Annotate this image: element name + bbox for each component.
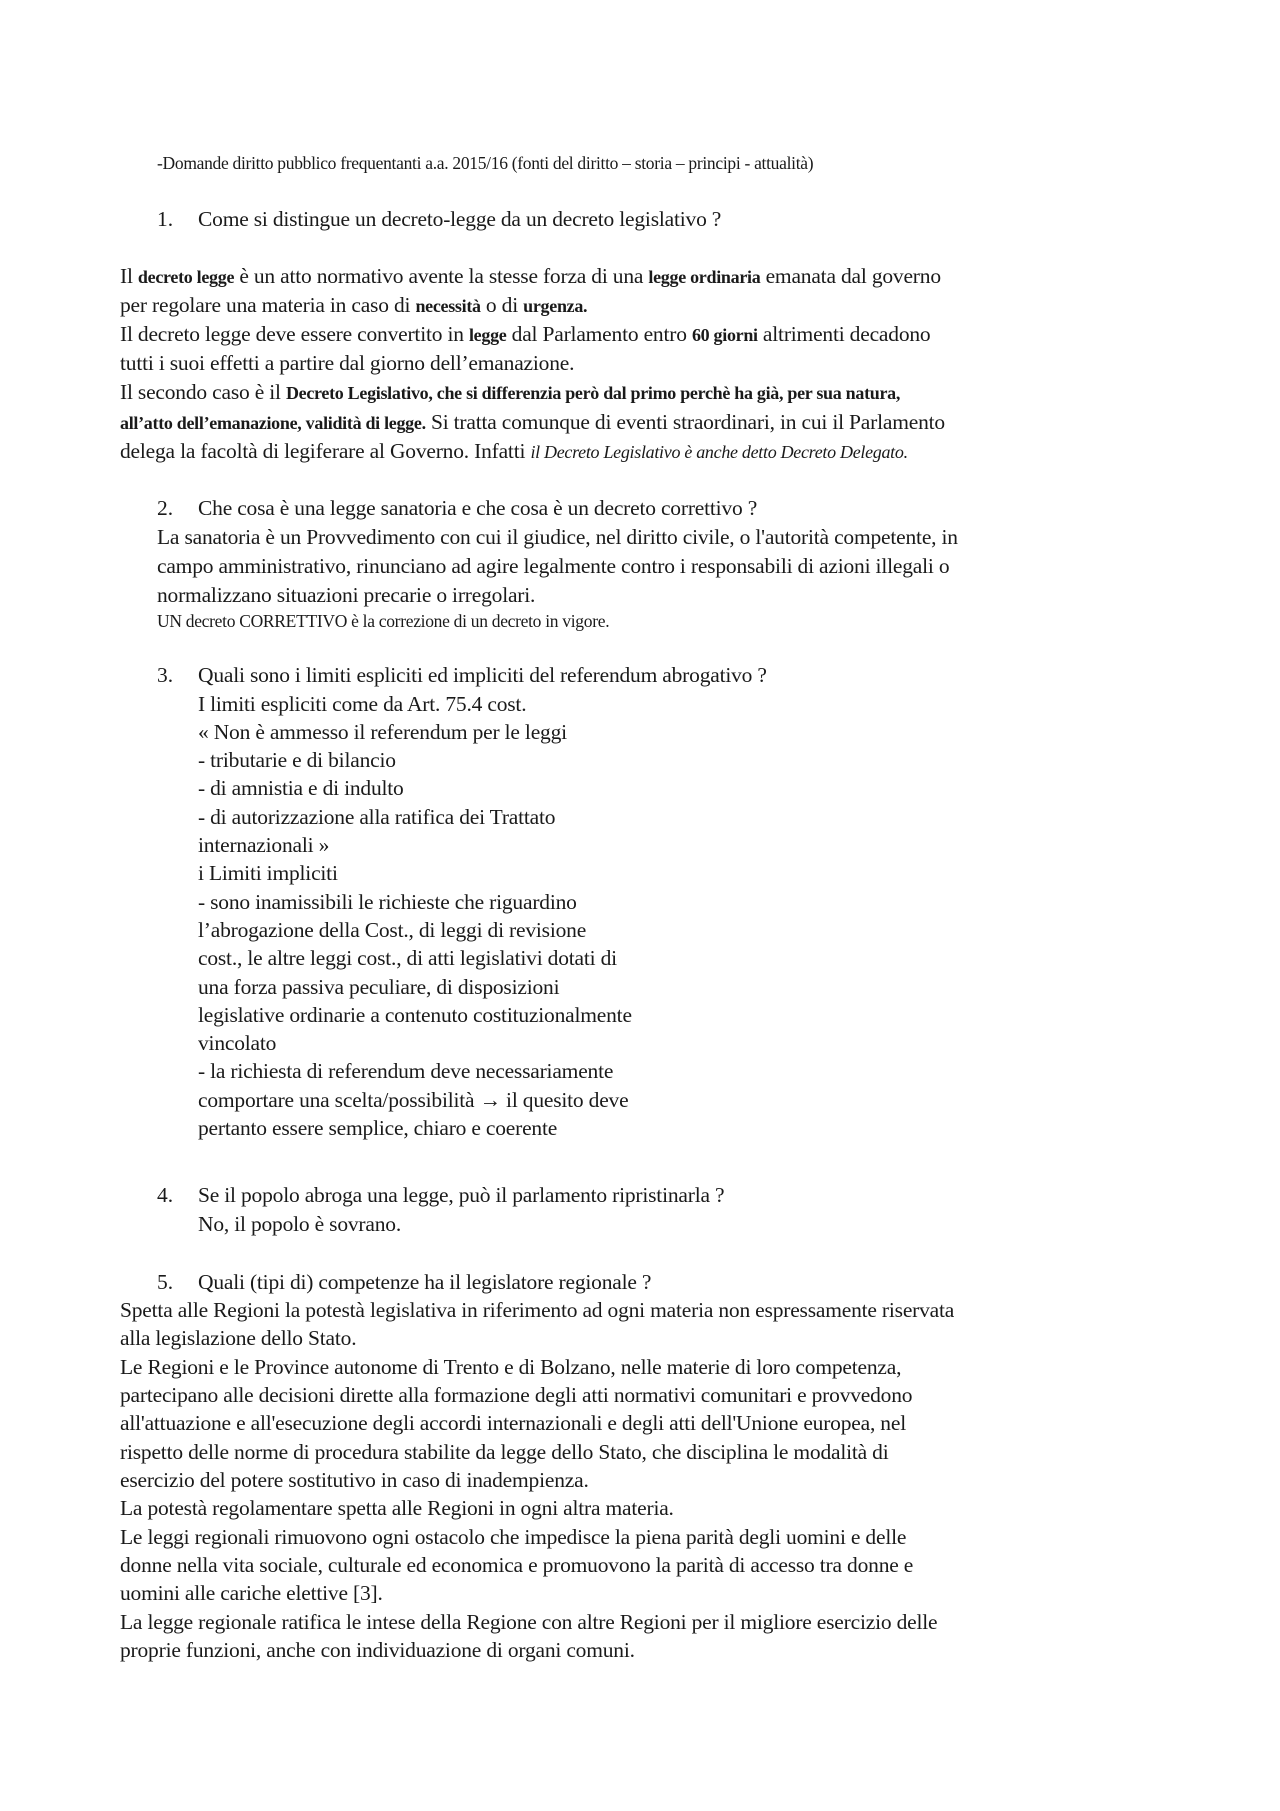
answer-5-line-7: esercizio del potere sostitutivo in caso di inadempienza.	[120, 1468, 589, 1492]
answer-3-line-5: - di autorizzazione alla ratifica dei Trattato	[198, 805, 556, 829]
answer-3-line-14: - la richiesta di referendum deve necessariamente	[198, 1059, 614, 1083]
answer-5-line-2: alla legislazione dello Stato.	[120, 1326, 357, 1350]
answer-1-line-6: all’atto dell’emanazione, validità di legge. Si tratta comunque di eventi straordinari, in cui il Parlamento	[120, 410, 945, 434]
question-number-3: 3.	[157, 663, 174, 687]
answer-3-line-15: comportare una scelta/possibilità → il quesito deve	[198, 1088, 629, 1112]
answer-1-line-4: tutti i suoi effetti a partire dal giorno dell’emanazione.	[120, 351, 575, 375]
answer-3-line-13: vincolato	[198, 1031, 277, 1055]
answer-5-line-6: rispetto delle norme di procedura stabilite da legge dello Stato, che disciplina le modalità di	[120, 1440, 889, 1464]
answer-3-line-16: pertanto essere semplice, chiaro e coerente	[198, 1116, 558, 1140]
answer-5-line-1: Spetta alle Regioni la potestà legislativa in riferimento ad ogni materia non espressamente riservata	[120, 1298, 955, 1322]
answer-3-line-3: - tributarie e di bilancio	[198, 748, 396, 772]
answer-5-line-8: La potestà regolamentare spetta alle Regioni in ogni altra materia.	[120, 1496, 674, 1520]
answer-3-line-10: cost., le altre leggi cost., di atti legislativi dotati di	[198, 946, 617, 970]
answer-3-line-6: internazionali »	[198, 833, 330, 857]
answer-2-line-3: normalizzano situazioni precarie o irregolari.	[157, 583, 536, 607]
answer-1-line-3: Il decreto legge deve essere convertito in legge dal Parlamento entro 60 giorni altrimenti decadono	[120, 322, 931, 346]
question-number-4: 4.	[157, 1183, 174, 1207]
answer-4-line-1: No, il popolo è sovrano.	[198, 1212, 402, 1236]
answer-3-line-7: i Limiti impliciti	[198, 861, 338, 885]
answer-3-line-1: I limiti espliciti come da Art. 75.4 cost.	[198, 692, 527, 716]
question-1: Come si distingue un decreto-legge da un decreto legislativo ?	[198, 207, 722, 231]
answer-3-line-8: - sono inamissibili le richieste che riguardino	[198, 890, 577, 914]
answer-1-line-5: Il secondo caso è il Decreto Legislativo, che si differenzia però dal primo perchè ha già, per sua natura,	[120, 380, 901, 404]
answer-5-line-11: uomini alle cariche elettive [3].	[120, 1581, 383, 1605]
answer-2-note: UN decreto CORRETTIVO è la correzione di un decreto in vigore.	[157, 611, 610, 631]
answer-5-line-3: Le Regioni e le Province autonome di Trento e di Bolzano, nelle materie di loro competenza,	[120, 1355, 902, 1379]
answer-1-line-1: Il decreto legge è un atto normativo avente la stesse forza di una legge ordinaria emanata dal governo	[120, 264, 941, 288]
answer-2-line-2: campo amministrativo, rinunciano ad agire legalmente contro i responsabili di azioni illegali o	[157, 554, 950, 578]
answer-5-line-4: partecipano alle decisioni dirette alla formazione degli atti normativi comunitari e provvedono	[120, 1383, 913, 1407]
question-3: Quali sono i limiti espliciti ed impliciti del referendum abrogativo ?	[198, 663, 767, 687]
answer-3-line-12: legislative ordinarie a contenuto costituzionalmente	[198, 1003, 632, 1027]
question-number-2: 2.	[157, 496, 174, 520]
answer-3-line-2: « Non è ammesso il referendum per le leggi	[198, 720, 567, 744]
answer-3-line-9: l’abrogazione della Cost., di leggi di revisione	[198, 918, 587, 942]
answer-5-line-13: proprie funzioni, anche con individuazione di organi comuni.	[120, 1638, 635, 1662]
question-5: Quali (tipi di) competenze ha il legislatore regionale ?	[198, 1270, 652, 1294]
question-number-5: 5.	[157, 1270, 174, 1294]
answer-1-line-7: delega la facoltà di legiferare al Governo. Infatti il Decreto Legislativo è anche detto Decreto Delegato.	[120, 439, 908, 463]
document-header: -Domande diritto pubblico frequentanti a.a. 2015/16 (fonti del diritto – storia – principi - attualità)	[157, 153, 814, 173]
answer-2-line-1: La sanatoria è un Provvedimento con cui il giudice, nel diritto civile, o l'autorità competente, in	[157, 525, 958, 549]
answer-3-line-11: una forza passiva peculiare, di disposizioni	[198, 975, 560, 999]
answer-1-line-2: per regolare una materia in caso di necessità o di urgenza.	[120, 293, 588, 317]
answer-5-line-5: all'attuazione e all'esecuzione degli accordi internazionali e degli atti dell'Unione europea, nel	[120, 1411, 906, 1435]
answer-5-line-9: Le leggi regionali rimuovono ogni ostacolo che impedisce la piena parità degli uomini e delle	[120, 1525, 907, 1549]
question-4: Se il popolo abroga una legge, può il parlamento ripristinarla ?	[198, 1183, 725, 1207]
answer-3-line-4: - di amnistia e di indulto	[198, 776, 404, 800]
answer-5-line-12: La legge regionale ratifica le intese della Regione con altre Regioni per il migliore esercizio delle	[120, 1610, 938, 1634]
question-2: Che cosa è una legge sanatoria e che cosa è un decreto correttivo ?	[198, 496, 758, 520]
answer-5-line-10: donne nella vita sociale, culturale ed economica e promuovono la parità di accesso tra donne e	[120, 1553, 914, 1577]
question-number-1: 1.	[157, 207, 174, 231]
